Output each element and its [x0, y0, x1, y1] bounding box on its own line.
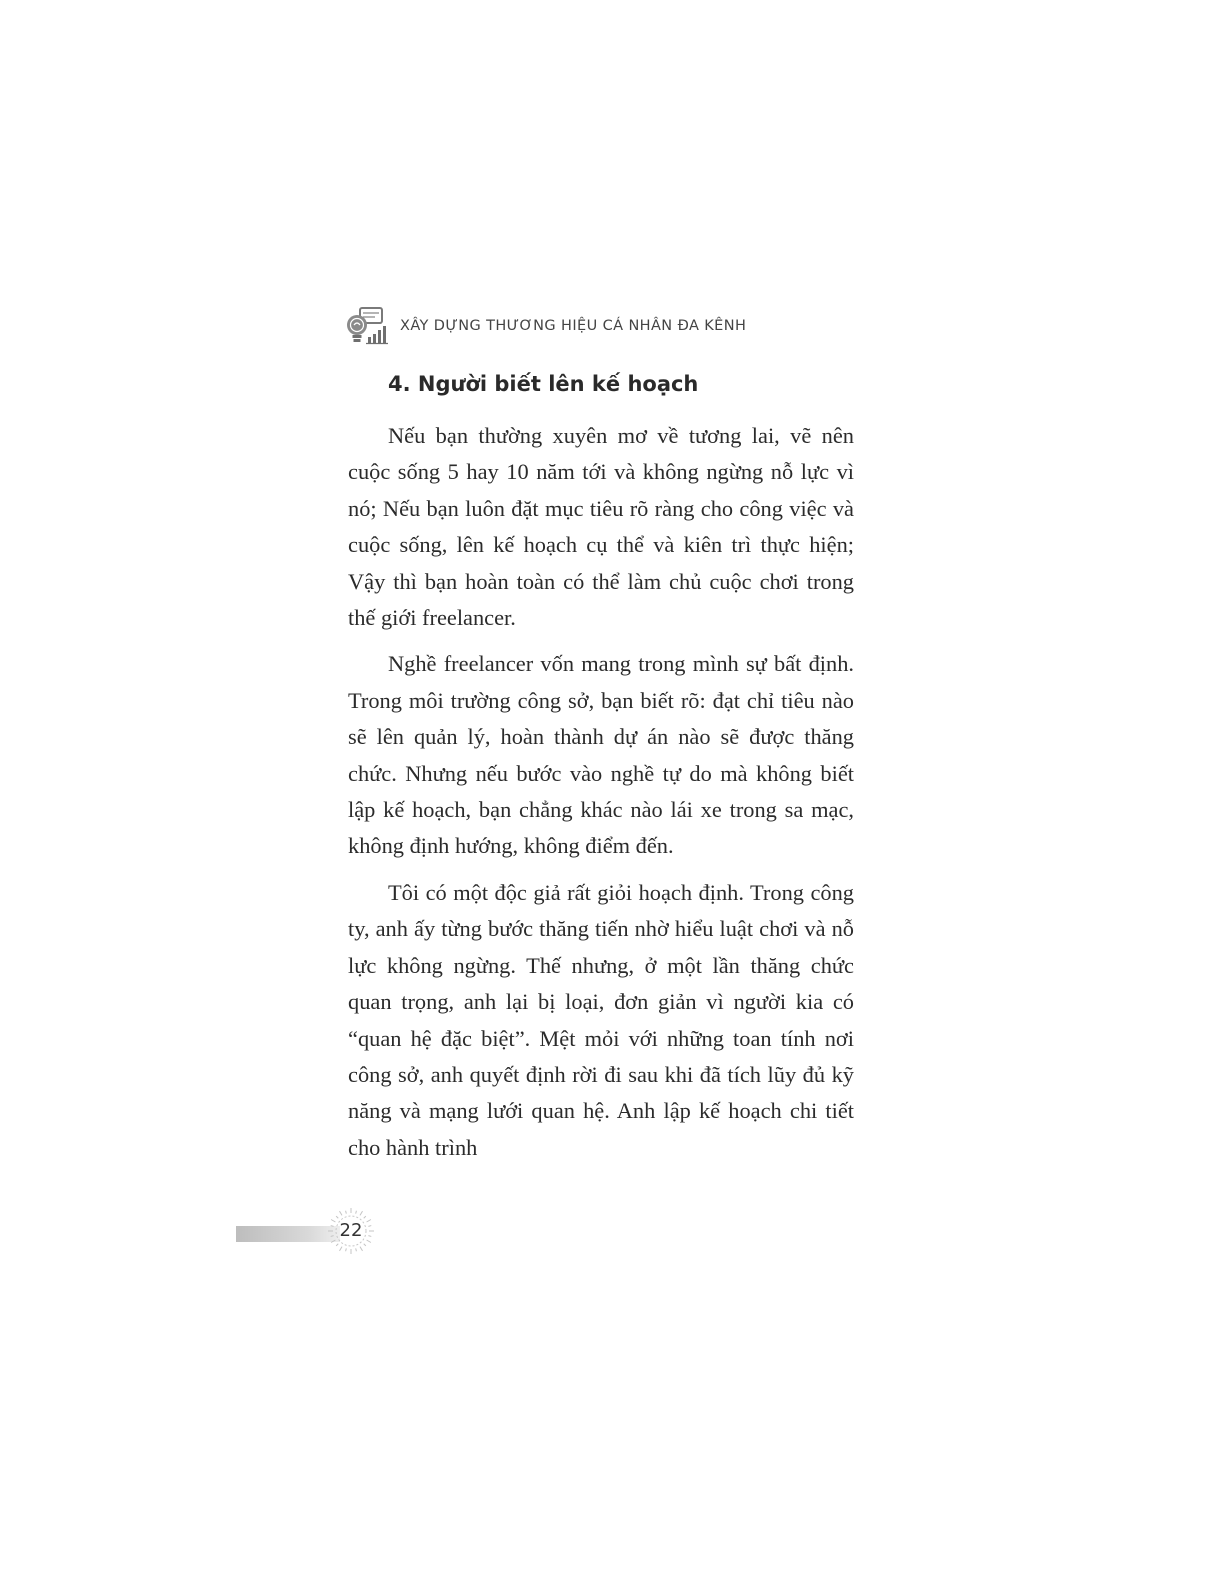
footer-bar [236, 1226, 340, 1242]
running-title: XÂY DỰNG THƯƠNG HIỆU CÁ NHÂN ĐA KÊNH [400, 318, 747, 334]
page-number: 22 [339, 1220, 363, 1241]
running-header [344, 306, 746, 346]
paragraph: Tôi có một độc giả rất giỏi hoạch định. Trong công ty, anh ấy từng bước thăng tiến nhờ hiểu luật chơi và nỗ lực không ngừng. Thế nhưng, ở một lần thăng chức quan trọng, anh lại bị loại, đơn giản vì người kia có “quan hệ đặc biệt”. Mệt mỏi với những toan tính nơi công sở, anh quyết định rời đi sau khi đã tích lũy đủ kỹ năng và mạng lưới quan hệ. Anh lập kế hoạch chi tiết cho hành trình [348, 879, 854, 1160]
paragraph: Nghề freelancer vốn mang trong mình sự bất định. Trong môi trường công sở, bạn biết rõ: đạt chỉ tiêu nào sẽ lên quản lý, hoàn thành dự án nào sẽ được thăng chức. Nhưng nếu bước vào nghề tự do mà không biết lập kế hoạch, bạn chẳng khác nào lái xe trong sa mạc, không định hướng, không điểm đến. [348, 651, 854, 859]
paragraph: Nếu bạn thường xuyên mơ về tương lai, vẽ nên cuộc sống 5 hay 10 năm tới và không ngừng nỗ lực vì nó; Nếu bạn luôn đặt mục tiêu rõ ràng cho công việc và cuộc sống, lên kế hoạch cụ thể và kiên trì thực hiện; Vậy thì bạn hoàn toàn có thể làm chủ cuộc chơi trong thế giới freelancer. [348, 423, 854, 631]
body-text [348, 418, 854, 1166]
lightbulb-monitor-chart-icon [344, 306, 390, 346]
section-title: 4. Người biết lên kế hoạch [388, 372, 699, 396]
